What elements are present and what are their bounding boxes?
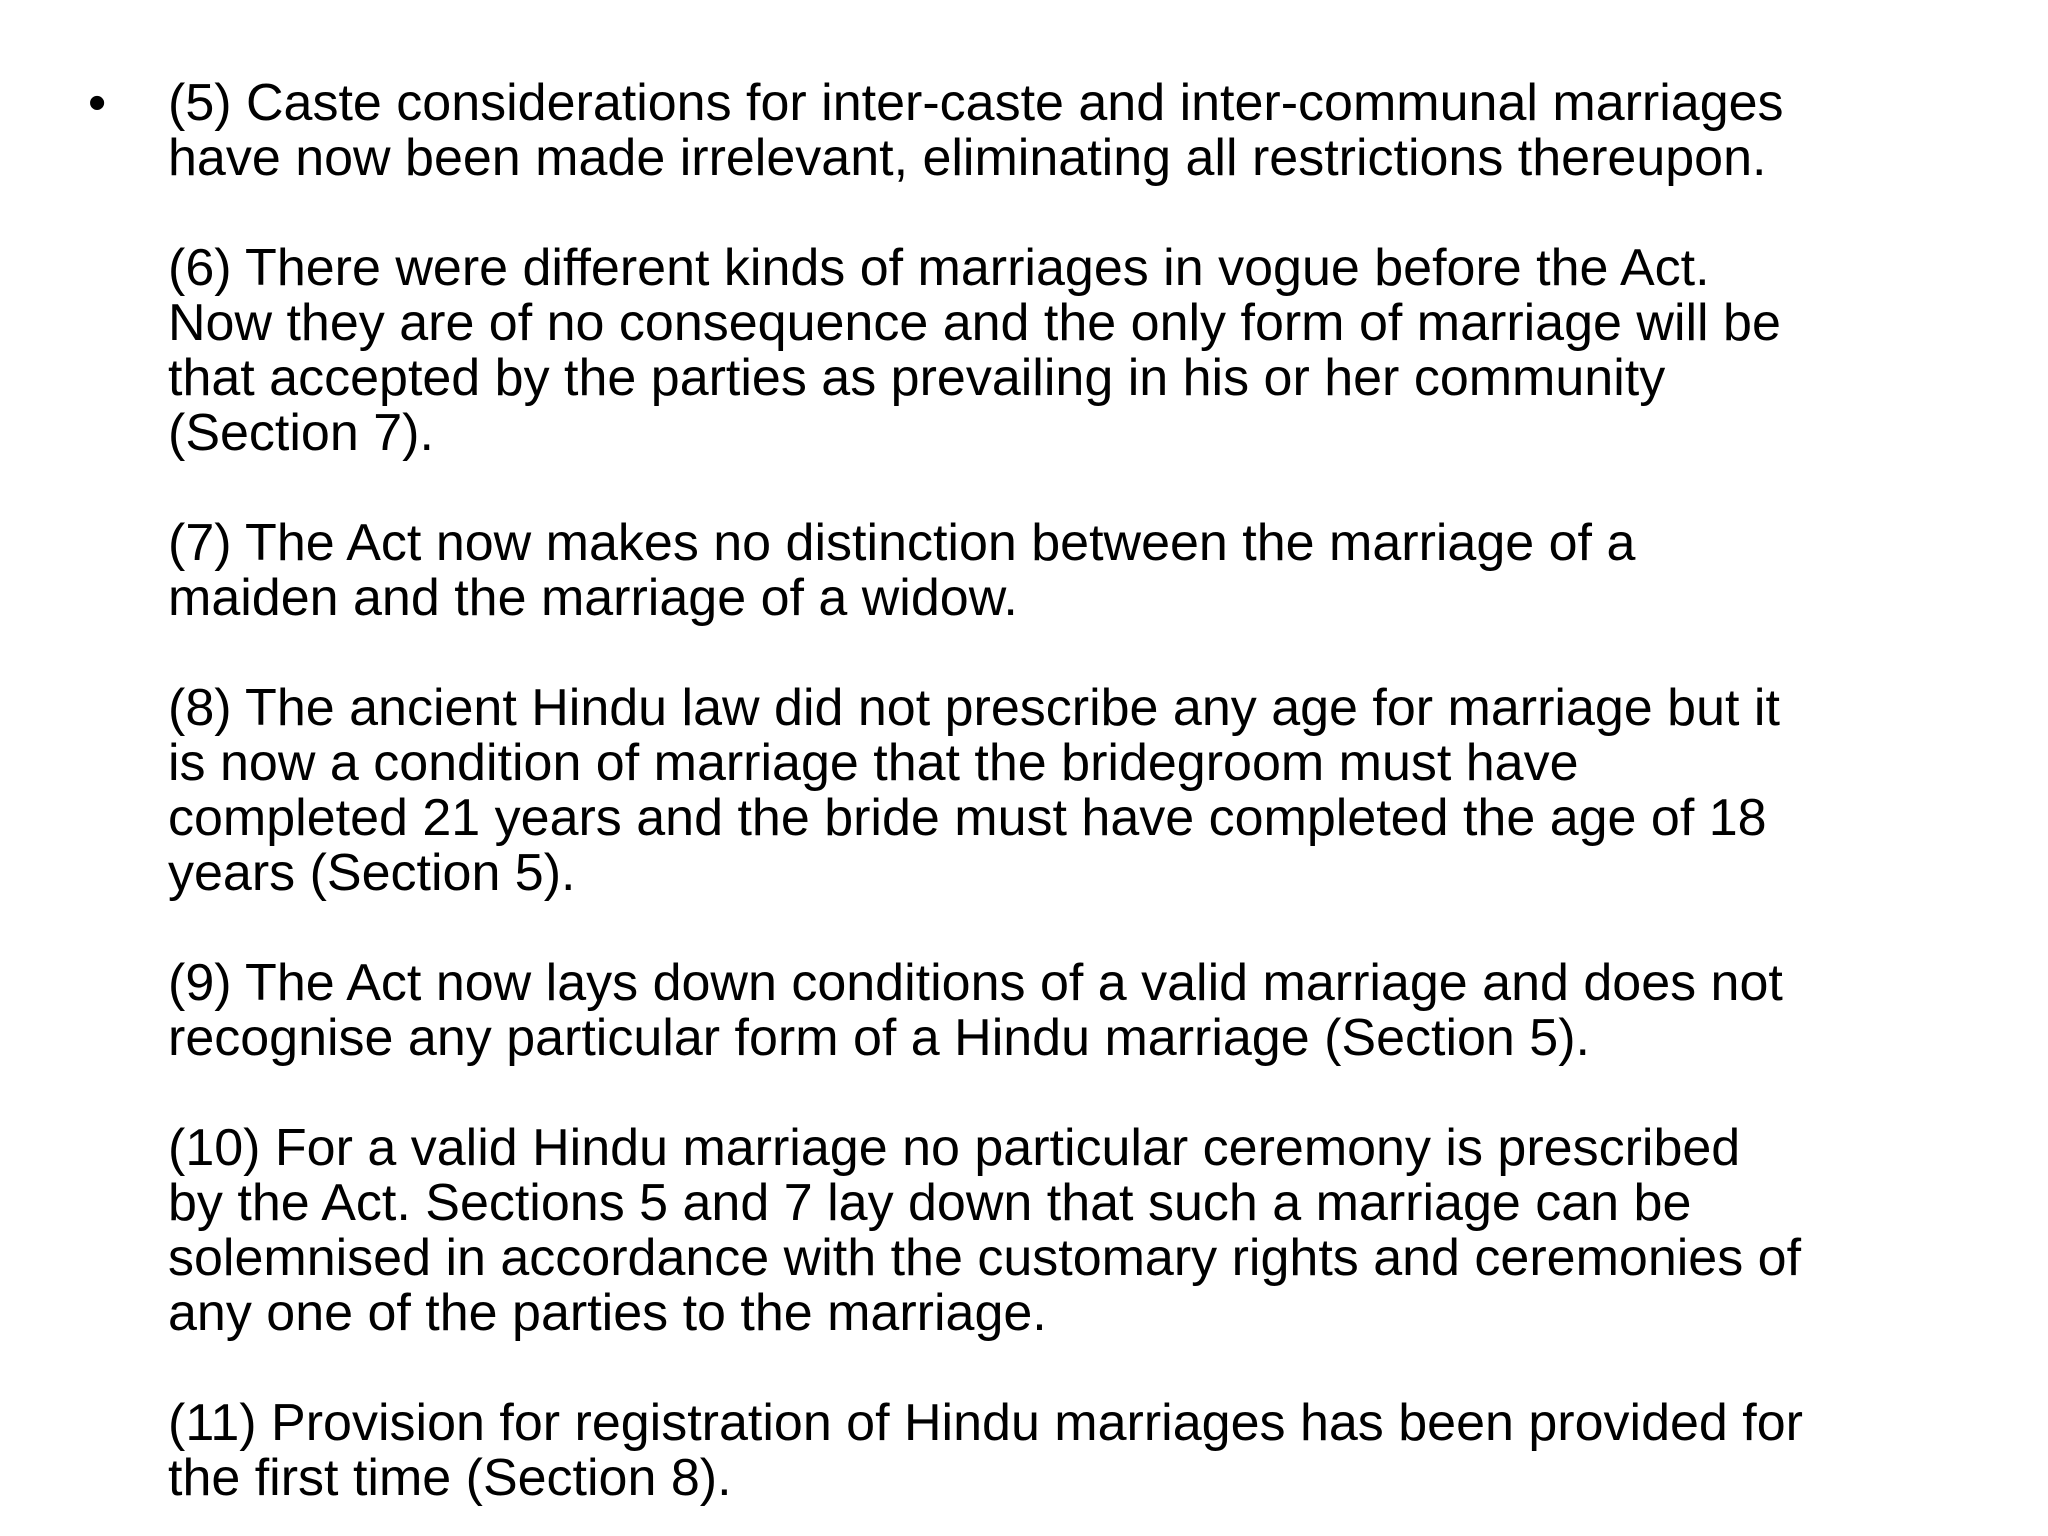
paragraph-line: that accepted by the parties as prevailing in his or her community xyxy=(168,349,1666,407)
paragraph-line: completed 21 years and the bride must have completed the age of 18 xyxy=(168,789,1767,847)
paragraph-line: solemnised in accordance with the customary rights and ceremonies of xyxy=(168,1229,1802,1287)
paragraph-line: (7) The Act now makes no distinction between the marriage of a xyxy=(168,514,1636,572)
paragraph-7 xyxy=(168,516,2018,626)
paragraph-line: (11) Provision for registration of Hindu marriages has been provided for xyxy=(168,1394,1803,1452)
paragraph-line: Now they are of no consequence and the only form of marriage will be xyxy=(168,294,1781,352)
paragraph-line: (Section 7). xyxy=(168,404,434,462)
paragraph-9 xyxy=(168,956,2018,1066)
paragraph-line: (10) For a valid Hindu marriage no particular ceremony is prescribed xyxy=(168,1119,1741,1177)
paragraph-line: is now a condition of marriage that the bridegroom must have xyxy=(168,734,1579,792)
paragraph-line: recognise any particular form of a Hindu marriage (Section 5). xyxy=(168,1009,1590,1067)
paragraph-line: have now been made irrelevant, eliminating all restrictions thereupon. xyxy=(168,129,1767,187)
paragraph-line: by the Act. Sections 5 and 7 lay down that such a marriage can be xyxy=(168,1174,1692,1232)
paragraph-5 xyxy=(168,76,2018,186)
paragraph-line: (6) There were different kinds of marriages in vogue before the Act. xyxy=(168,239,1710,297)
paragraph-8 xyxy=(168,681,2018,901)
paragraph-10 xyxy=(168,1121,2018,1341)
paragraph-line: (5) Caste considerations for inter-caste and inter-communal marriages xyxy=(168,74,1784,132)
paragraph-line: the first time (Section 8). xyxy=(168,1449,732,1507)
paragraph-line: any one of the parties to the marriage. xyxy=(168,1284,1047,1342)
bullet-content xyxy=(168,76,2018,1506)
paragraph-6 xyxy=(168,241,2018,461)
paragraph-line: maiden and the marriage of a widow. xyxy=(168,569,1018,627)
bullet-marker: • xyxy=(88,74,107,132)
paragraph-11 xyxy=(168,1396,2018,1506)
paragraph-line: (9) The Act now lays down conditions of a valid marriage and does not xyxy=(168,954,1783,1012)
paragraph-line: years (Section 5). xyxy=(168,844,576,902)
paragraph-line: (8) The ancient Hindu law did not prescribe any age for marriage but it xyxy=(168,679,1780,737)
